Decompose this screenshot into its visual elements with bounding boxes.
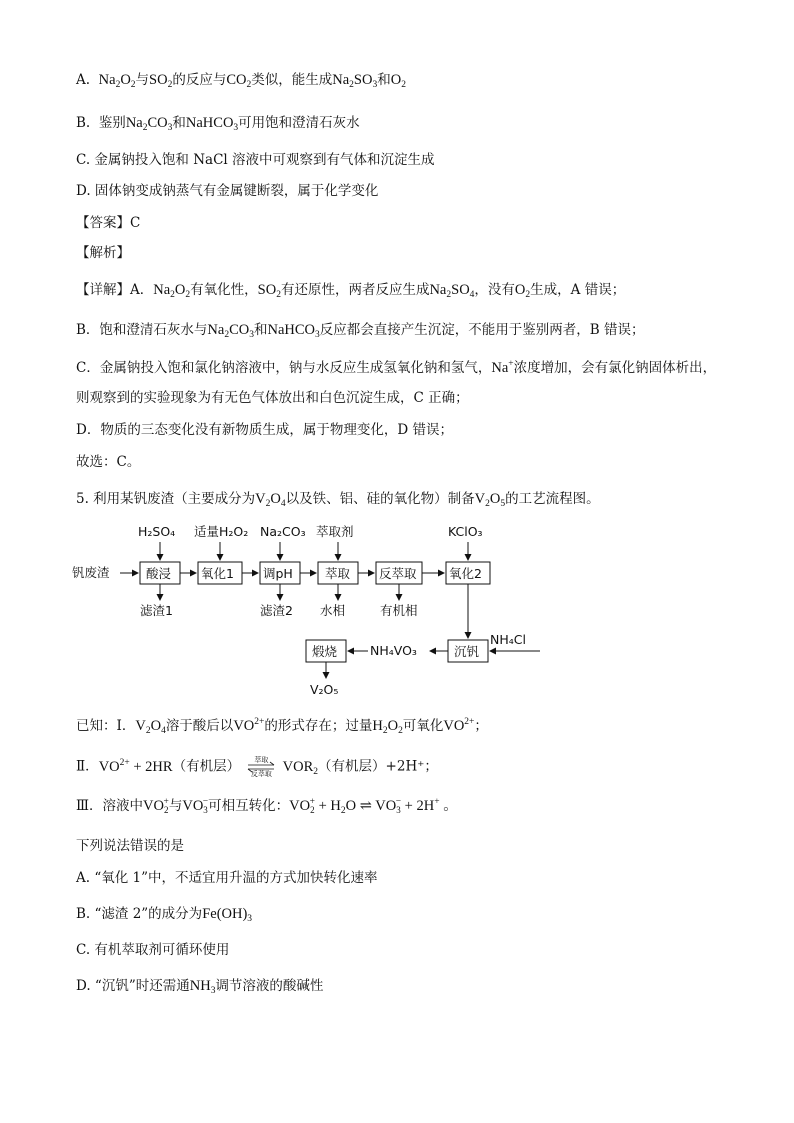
flow-step-back-extraction xyxy=(376,562,422,584)
explanation-c: C．金属钠投入饱和氯化钠溶液中，钠与水反应生成氢氧化钠和氢气，Na+浓度增加，会有氯化钠固体析出， xyxy=(76,359,717,376)
flow-product: V₂O₅ xyxy=(310,682,339,697)
flow-reagent-nh4cl: NH₄Cl xyxy=(490,632,526,647)
flow-step-calcination xyxy=(306,640,346,662)
conclusion: 故选：C。 xyxy=(76,454,141,470)
q4-option-d: D. 固体钠变成钠蒸气有金属键断裂，属于化学变化 xyxy=(76,183,379,199)
svg-text:酸浸: 酸浸 xyxy=(146,566,172,581)
q5-option-a: A. “氧化 1”中，不适宜用升温的方式加快转化速率 xyxy=(76,870,378,886)
known-1: 已知：Ⅰ．$V_2O_4$溶于酸后以$VO^{2+}$的形式存在；过量$H_2O_2$可氧化$VO^{2+}$； xyxy=(76,717,488,736)
flow-reagent-h2so4: H₂SO₄ xyxy=(138,524,176,539)
equilibrium-arrow-icon: 萃取 反萃取 xyxy=(244,756,278,778)
flow-feed: 钒废渣 xyxy=(72,565,110,580)
svg-text:调pH: 调pH xyxy=(263,566,293,581)
flow-reagent-kclo3: KClO₃ xyxy=(448,524,483,539)
answer: 【答案】C xyxy=(76,215,141,231)
analysis-heading: 【解析】 xyxy=(76,245,130,261)
flow-step-oxidation-1 xyxy=(198,562,242,584)
known-2: Ⅱ．$VO^{2+} + 2HR$（有机层） 萃取 反萃取 $VOR_2$（有机层）+2H⁺； xyxy=(76,756,438,778)
explanation-d: D．物质的三态变化没有新物质生成，属于物理变化，D 错误； xyxy=(76,422,453,438)
flow-step-precipitation xyxy=(448,640,488,662)
explanation-b: B．饱和澄清石灰水与$Na_2CO_3$和NaHCO$_3$反应都会直接产生沉淀，不能用于鉴别两者，B 错误； xyxy=(76,322,645,340)
q5-option-c: C. 有机萃取剂可循环使用 xyxy=(76,942,230,958)
flow-step-oxidation-2 xyxy=(446,562,490,584)
q4-option-b: B. 鉴别$Na_2CO_3$和NaHCO$_3$可用饱和澄清石灰水 xyxy=(76,115,360,133)
q4-option-c: C. 金属钠投入饱和 NaCl 溶液中可观察到有气体和沉淀生成 xyxy=(76,152,435,168)
flow-output-aqueous: 水相 xyxy=(320,603,346,618)
flow-step-extraction xyxy=(318,562,358,584)
process-flowchart xyxy=(70,520,550,700)
q4-option-a: A. $Na_2O_2$与$SO_2$的反应与$CO_2$类似，能生成$Na_2SO_3$和$O_2$ xyxy=(76,72,406,90)
svg-text:萃取: 萃取 xyxy=(325,566,351,581)
flow-step-adjust-ph xyxy=(260,562,300,584)
flow-output-residue-2: 滤渣2 xyxy=(260,603,293,618)
known-3: Ⅲ．溶液中$VO_2^+$与$VO_3^-$可相互转化：$VO_2^+ + H_2O$ ⇌ $VO_3^- + 2H^+$ 。 xyxy=(76,797,458,816)
svg-text:氧化1: 氧化1 xyxy=(201,566,234,581)
flow-step-acid-leach xyxy=(140,562,180,584)
explanation-c-cont: 则观察到的实验现象为有无色气体放出和白色沉淀生成，C 正确； xyxy=(76,390,469,406)
q5-option-d: D. “沉钒”时还需通$NH_3$调节溶液的酸碱性 xyxy=(76,978,324,996)
flow-output-residue-1: 滤渣1 xyxy=(140,603,173,618)
svg-text:反萃取: 反萃取 xyxy=(379,566,417,581)
svg-text:沉钒: 沉钒 xyxy=(454,644,480,659)
q5-stem: 5. 利用某钒废渣（主要成分为$V_2O_4$以及铁、铝、硅的氧化物）制备$V_2O_5$的工艺流程图。 xyxy=(76,491,600,509)
formula-na2o2: $Na_2O_2$ xyxy=(98,72,136,90)
svg-text:煅烧: 煅烧 xyxy=(312,644,338,659)
svg-text:氧化2: 氧化2 xyxy=(449,566,482,581)
flow-intermediate: NH₄VO₃ xyxy=(370,643,417,658)
q5-question: 下列说法错误的是 xyxy=(76,838,184,854)
q5-option-b: B. “滤渣 2”的成分为$Fe(OH)_3$ xyxy=(76,906,253,924)
flow-reagent-h2o2: 适量H₂O₂ xyxy=(194,524,249,539)
flow-reagent-na2co3: Na₂CO₃ xyxy=(260,524,306,539)
flow-output-organic: 有机相 xyxy=(380,603,418,618)
explanation-a: 【详解】A．$Na_2O_2$有氧化性，$SO_2$有还原性，两者反应生成$Na_2SO_4$，没有$O_2$生成，A 错误； xyxy=(76,282,626,300)
flow-reagent-extractant: 萃取剂 xyxy=(316,524,354,539)
